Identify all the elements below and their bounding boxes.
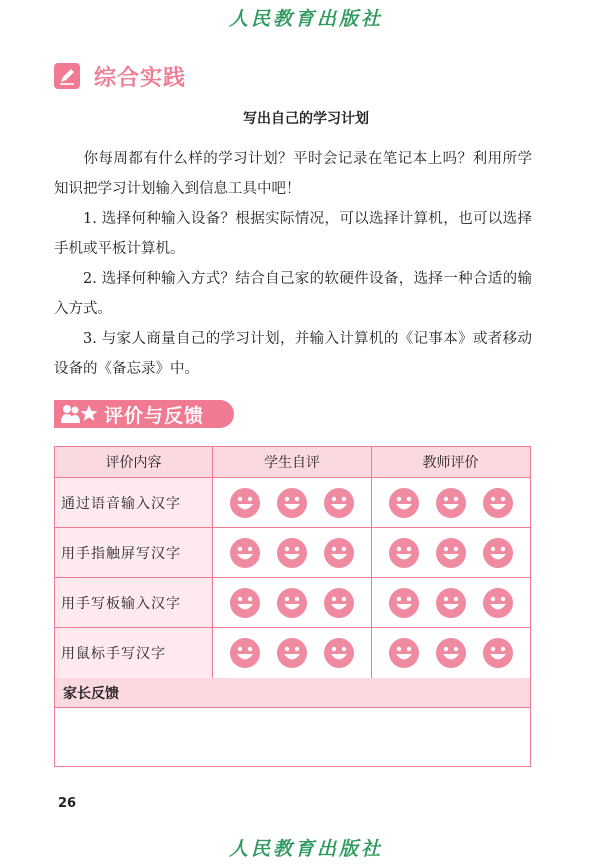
activity-title: 写出自己的学习计划	[243, 111, 369, 127]
smiley-face-icon[interactable]	[483, 638, 513, 668]
smiley-face-icon[interactable]	[483, 488, 513, 518]
teacher-rating-cell	[372, 628, 529, 678]
parent-feedback-area[interactable]	[55, 708, 530, 766]
evaluation-title: 评价与反馈	[104, 404, 205, 427]
table-row	[55, 528, 530, 578]
smiley-face-icon[interactable]	[230, 488, 260, 518]
section-header	[54, 60, 186, 92]
table-row	[55, 478, 530, 528]
smiley-face-icon[interactable]	[277, 538, 307, 568]
header-teacher-eval: 教师评价	[422, 455, 479, 471]
smiley-face-icon[interactable]	[436, 638, 466, 668]
smiley-face-icon[interactable]	[436, 488, 466, 518]
self-rating-cell	[213, 478, 372, 527]
table-row	[55, 578, 530, 628]
step-1-paragraph: 1. 选择何种输入设备？根据实际情况，可以选择计算机，也可以选择手机或平板计算机。	[54, 211, 532, 257]
evaluation-item: 通过语音输入汉字	[55, 478, 213, 527]
smiley-face-icon[interactable]	[389, 538, 419, 568]
self-rating-cell	[213, 578, 372, 627]
smiley-face-icon[interactable]	[230, 538, 260, 568]
header-self-eval: 学生自评	[213, 447, 372, 477]
smiley-face-icon[interactable]	[230, 638, 260, 668]
smiley-face-icon[interactable]	[483, 588, 513, 618]
self-rating-cell	[213, 528, 372, 577]
smiley-face-icon[interactable]	[324, 588, 354, 618]
self-rating-cell	[213, 628, 372, 678]
smiley-face-icon[interactable]	[277, 638, 307, 668]
intro-paragraph: 你每周都有什么样的学习计划？平时会记录在笔记本上吗？利用所学知识把学习计划输入到信息工具中吧！	[54, 151, 532, 197]
smiley-face-icon[interactable]	[389, 488, 419, 518]
smiley-face-icon[interactable]	[230, 588, 260, 618]
smiley-face-icon[interactable]	[277, 488, 307, 518]
section-title: 综合实践	[94, 65, 187, 91]
teacher-rating-cell	[372, 578, 529, 627]
parent-feedback-label: 家长反馈	[55, 678, 530, 708]
teacher-rating-cell	[372, 478, 529, 527]
people-star-icon	[60, 403, 98, 425]
publisher-header: 人民教育出版社	[228, 8, 383, 30]
publisher-footer: 人民教育出版社	[228, 838, 383, 860]
smiley-face-icon[interactable]	[389, 638, 419, 668]
smiley-face-icon[interactable]	[483, 538, 513, 568]
table-header-row	[55, 447, 530, 478]
page-number: 26	[58, 796, 77, 811]
smiley-face-icon[interactable]	[389, 588, 419, 618]
smiley-face-icon[interactable]	[324, 538, 354, 568]
evaluation-item: 用手写板输入汉字	[55, 578, 213, 627]
evaluation-item: 用鼠标手写汉字	[55, 628, 213, 678]
step-2-paragraph: 2. 选择何种输入方式？结合自己家的软硬件设备，选择一种合适的输入方式。	[54, 271, 532, 317]
smiley-face-icon[interactable]	[324, 638, 354, 668]
table-row	[55, 628, 530, 678]
evaluation-item: 用手指触屏写汉字	[55, 528, 213, 577]
smiley-face-icon[interactable]	[324, 488, 354, 518]
teacher-rating-cell	[372, 528, 529, 577]
smiley-face-icon[interactable]	[277, 588, 307, 618]
header-content: 评价内容	[55, 447, 213, 477]
smiley-face-icon[interactable]	[436, 588, 466, 618]
pencil-icon	[54, 63, 80, 89]
evaluation-table	[54, 446, 531, 767]
smiley-face-icon[interactable]	[436, 538, 466, 568]
step-3-paragraph: 3. 与家人商量自己的学习计划，并输入计算机的《记事本》或者移动设备的《备忘录》中。	[54, 331, 532, 377]
evaluation-banner	[54, 400, 234, 428]
